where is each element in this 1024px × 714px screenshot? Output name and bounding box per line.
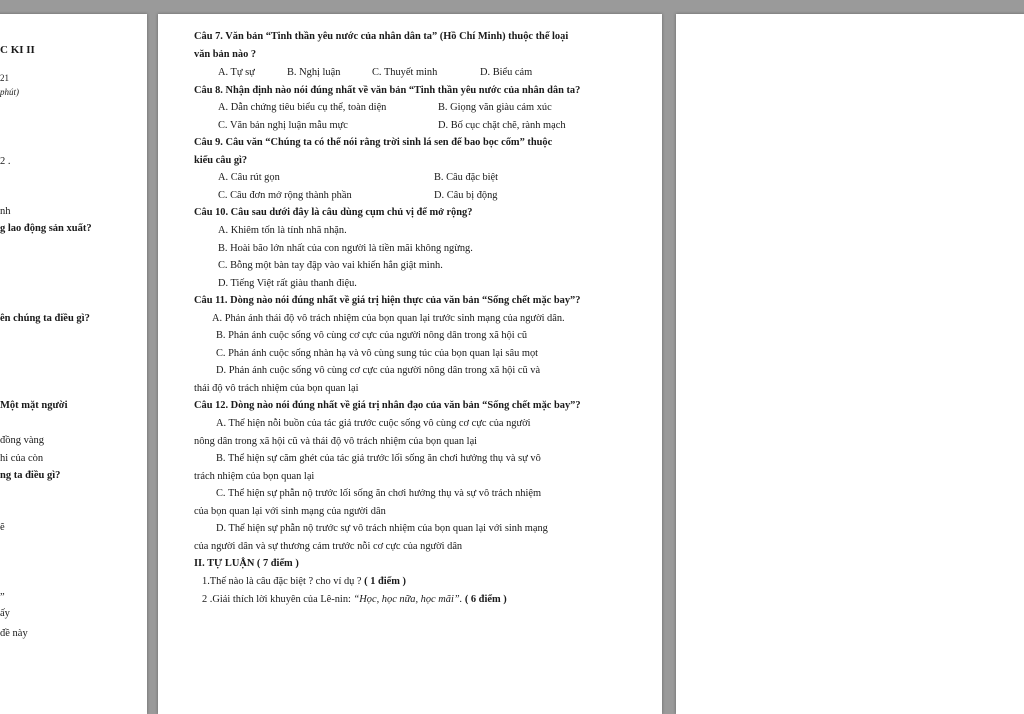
right-page [676,14,1024,714]
q11-option-d: D. Phản ánh cuộc sống vô cùng cơ cực của người nông dân trong xã hội cũ và [216,365,541,376]
q10-option-a: A. Khiêm tốn là tính nhã nhặn. [218,225,347,236]
q10-option-d: D. Tiếng Việt rất giàu thanh điệu. [218,278,357,289]
q11-option-c: C. Phản ánh cuộc sống nhàn hạ và vô cùng sung túc của bọn quan lại sâu mọt [216,348,539,359]
q12-option-a: A. Thể hiện nỗi buồn của tác giả trước cuộc sống vô cùng cơ cực của người [216,418,531,429]
essay-question-1 [202,575,406,588]
left-fragment: nh [0,206,11,217]
q9-option-d: D. Câu bị động [434,190,498,201]
q11-option-d-cont: thái độ vô trách nhiệm của bọn quan lại [194,383,359,394]
left-fragment: 2 . [0,156,11,167]
question-7: Câu 7. Văn bản “Tinh thần yêu nước của nhân dân ta” (Hồ Chí Minh) thuộc thể loại [194,31,569,42]
left-fragment: ấy [0,608,10,619]
q12-option-b-cont: trách nhiệm của bọn quan lại [194,471,315,482]
essay-question-1-points: ( 1 điểm ) [364,576,406,587]
q11-option-b: B. Phản ánh cuộc sống vô cùng cơ cực của người nông dân trong xã hội cũ [216,330,528,341]
q7-option-b: B. Nghị luận [287,67,341,78]
q8-option-a: A. Dẫn chứng tiêu biểu cụ thể, toàn diện [218,102,387,113]
q8-option-d: D. Bố cục chặt chẽ, rành mạch [438,120,566,131]
main-page [158,14,662,714]
left-fragment: ” [0,592,5,603]
q8-option-c: C. Văn bản nghị luận mẫu mực [218,120,348,131]
q8-option-b: B. Giọng văn giàu cảm xúc [438,102,552,113]
q7-option-c: C. Thuyết minh [372,67,438,78]
q12-option-a-cont: nông dân trong xã hội cũ và thái độ vô trách nhiệm của bọn quan lại [194,436,478,447]
question-11: Câu 11. Dòng nào nói đúng nhất về giá trị hiện thực của văn bản “Sống chết mặc bay”? [194,295,581,306]
left-fragment: ên chúng ta điều gì? [0,313,90,324]
left-fragment: 21 [0,73,9,83]
left-fragment: ẽ [0,522,5,533]
left-fragment: đề này [0,628,28,639]
question-7-cont: văn bản nào ? [194,49,257,60]
q9-option-a: A. Câu rút gọn [218,172,280,183]
q10-option-c: C. Bỗng một bàn tay đập vào vai khiến hắn giật mình. [218,260,443,271]
essay-question-2-points: ( 6 điểm ) [462,594,507,605]
left-fragment: C KI II [0,44,35,56]
q9-option-c: C. Câu đơn mở rộng thành phần [218,190,352,201]
q12-option-d: D. Thể hiện sự phẫn nộ trước sự vô trách nhiệm của bọn quan lại với sinh mạng [216,523,548,534]
q11-option-a: A. Phản ánh thái độ vô trách nhiệm của bọn quan lại trước sinh mạng của người dân. [212,313,565,324]
left-fragment: phút) [0,87,19,97]
question-9-cont: kiểu câu gì? [194,155,248,166]
left-fragment: hi của còn [0,453,44,464]
left-fragment: g lao động sản xuất? [0,223,92,234]
left-page [0,14,147,714]
essay-question-2-quote: “Học, học nữa, học mãi”. [353,594,463,605]
question-12: Câu 12. Dòng nào nói đúng nhất về giá trị nhân đạo của văn bản “Sống chết mặc bay”? [194,400,581,411]
essay-question-1-text: 1.Thế nào là câu đặc biệt ? cho ví dụ ? [202,576,365,587]
q9-option-b: B. Câu đặc biệt [434,172,499,183]
q12-option-c-cont: của bọn quan lại với sinh mạng của người dân [194,506,386,517]
q7-option-d: D. Biểu cảm [480,67,533,78]
q10-option-b: B. Hoài bão lớn nhất của con người là tiền mãi không ngừng. [218,243,473,254]
essay-question-2-text: 2 .Giải thích lời khuyên của Lê-nin: [202,594,354,605]
section-heading: II. TỰ LUẬN ( 7 điểm ) [194,558,299,569]
question-8: Câu 8. Nhận định nào nói đúng nhất về văn bản “Tinh thần yêu nước của nhân dân ta? [194,85,581,96]
question-10: Câu 10. Câu sau dưới đây là câu dùng cụm chủ vị để mở rộng? [194,207,473,218]
q12-option-c: C. Thể hiện sự phẫn nộ trước lối sống ăn chơi hưởng thụ và sự vô trách nhiệm [216,488,542,499]
question-9: Câu 9. Câu văn “Chúng ta có thể nói rằng trời sinh lá sen để bao bọc cốm” thuộc [194,137,553,148]
essay-question-2 [202,593,507,606]
q12-option-d-cont: của người dân và sự thương cảm trước nỗi cơ cực của người dân [194,541,463,552]
left-fragment: đồng vàng [0,435,45,446]
q12-option-b: B. Thể hiện sự căm ghét của tác giả trước lối sống ăn chơi hưởng thụ và sự vô [216,453,541,464]
left-fragment: ng ta điều gì? [0,470,61,481]
left-fragment: Một mặt người [0,400,68,411]
q7-option-a: A. Tự sự [218,67,255,78]
